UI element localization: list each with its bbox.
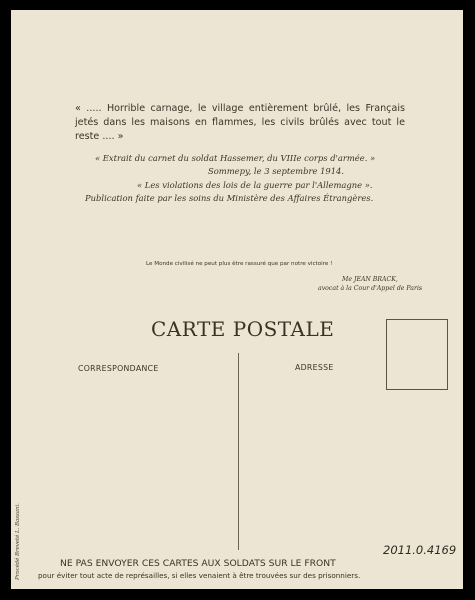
- quote-text: « ..... Horrible carnage, le village entièrement brûlé, les Français jetés dans les maisons en flammes, les civils brûlés avec tout le reste .... »: [75, 103, 405, 142]
- footer-warning: NE PAS ENVOYER CES CARTES AUX SOLDATS SUR LE FRONT: [60, 558, 336, 569]
- source-publisher: Publication faite par les soins du Ministère des Affaires Étrangères.: [85, 193, 374, 203]
- divider-line: [238, 353, 239, 550]
- signature-name: Me JEAN BRACK,: [342, 276, 398, 283]
- signature-role: avocat à la Cour d'Appel de Paris: [318, 285, 423, 292]
- postcard: [11, 10, 463, 589]
- source-extract: « Extrait du carnet du soldat Hassemer, du VIIIe corps d'armée. »: [95, 153, 376, 163]
- footer-reason: pour éviter tout acte de représailles, si elles venaient à être trouvées sur des prisonniers.: [38, 571, 361, 580]
- correspondance-label: CORRESPONDANCE: [78, 364, 159, 373]
- source-date: Sommepy, le 3 septembre 1914.: [208, 166, 345, 176]
- stamp-box: [386, 319, 448, 390]
- catalog-number: 2011.0.4169: [383, 543, 457, 557]
- printer-credit-text: Procédé Breveté L. Bassani.: [15, 503, 21, 580]
- adresse-label: ADRESSE: [295, 363, 334, 372]
- source-publication-title: « Les violations des lois de la guerre par l'Allemagne ».: [137, 180, 373, 190]
- statement: Le Monde civilisé ne peut plus être rassuré que par notre victoire !: [146, 261, 333, 267]
- printer-credit: [13, 480, 27, 580]
- card-title: CARTE POSTALE: [151, 317, 335, 341]
